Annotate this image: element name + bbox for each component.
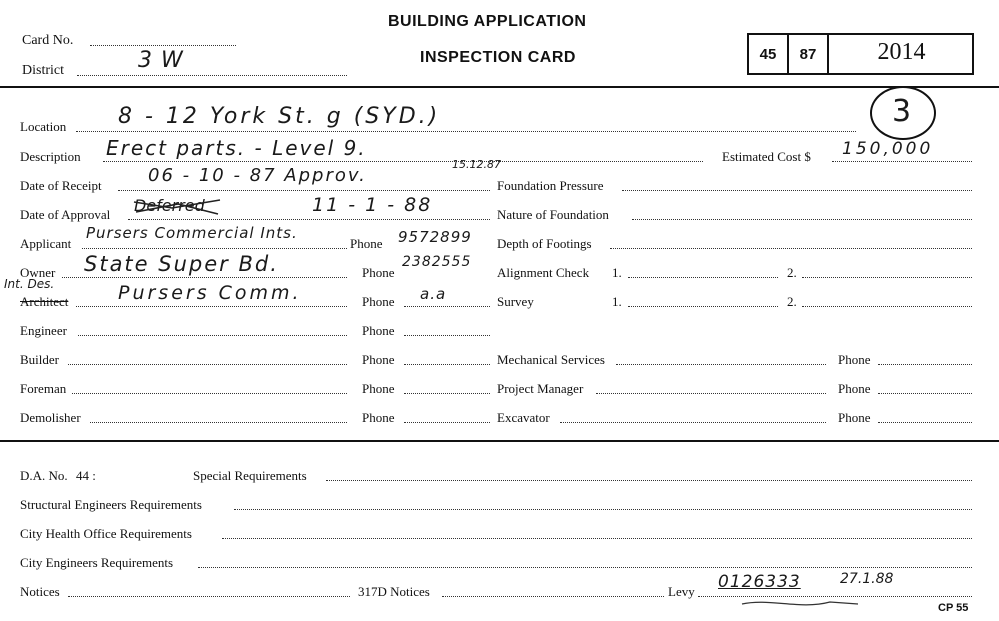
applicant-phone-value: 9572899 [398,228,472,246]
survey-2: 2. [787,294,797,309]
builder-line [68,364,347,365]
district-value: 3 W [138,48,184,73]
project-manager-phone-label: Phone [838,381,871,396]
foreman-line [72,393,347,394]
notices-317d-line [442,596,664,597]
card-no-line [90,45,236,46]
owner-phone-value: 2382555 [402,254,472,270]
architect-label: Architect [20,294,69,309]
demolisher-line [90,422,347,423]
mechanical-phone-label: Phone [838,352,871,367]
depth-of-footings-label: Depth of Footings [497,236,592,251]
alignment-check-2: 2. [787,265,797,280]
demolisher-phone-label: Phone [362,410,395,425]
date-of-receipt-value: 06 - 10 - 87 Approv. [148,165,367,186]
section-divider [0,440,999,442]
builder-phone-line [404,364,490,365]
owner-line [62,277,347,278]
date-of-receipt-line [118,190,490,191]
card-no-label: Card No. [22,33,74,48]
project-manager-line [596,393,826,394]
builder-label: Builder [20,352,59,367]
applicant-label: Applicant [20,236,72,251]
date-of-approval-label: Date of Approval [20,207,111,222]
survey-label: Survey [497,294,534,309]
engineer-phone-label: Phone [362,323,395,338]
approval-note: 15.12.87 [452,158,501,171]
reference-number-box [747,33,974,75]
excavator-phone-label: Phone [838,410,871,425]
levy-date: 27.1.88 [840,571,894,587]
depth-of-footings-line [610,248,972,249]
da-no-value: 44 : [76,468,96,483]
foundation-pressure-label: Foundation Pressure [497,178,604,193]
foreman-label: Foreman [20,381,67,396]
architect-phone-line [404,306,490,307]
city-health-requirements-line [222,538,972,539]
architect-replacement: Int. Des. [4,277,55,291]
applicant-line [82,248,347,249]
levy-value: 0126333 [718,572,801,592]
location-value: 8 - 12 York St. g (SYD.) [118,104,441,129]
builder-phone-label: Phone [362,352,395,367]
architect-phone-value: a.a [420,285,447,303]
engineer-label: Engineer [20,323,67,338]
levy-label: Levy [668,584,695,599]
city-health-requirements-label: City Health Office Requirements [20,526,192,541]
owner-label: Owner [20,265,56,280]
architect-phone-label: Phone [362,294,395,309]
engineer-line [78,335,347,336]
notices-label: Notices [20,584,60,599]
owner-value: State Super Bd. [84,252,279,276]
circled-number [870,86,936,140]
demolisher-label: Demolisher [20,410,81,425]
foundation-pressure-line [622,190,972,191]
estimated-cost-label: Estimated Cost $ [722,149,811,164]
district-label: District [22,63,64,78]
form-title-line1: BUILDING APPLICATION [388,13,587,30]
description-label: Description [20,149,81,164]
description-value: Erect parts. - Level 9. [106,136,367,160]
levy-scribble [740,596,860,610]
date-of-receipt-label: Date of Receipt [20,178,102,193]
foreman-phone-line [404,393,490,394]
ref-box-number: 2014 [877,39,926,65]
date-of-approval-struck: Deferred [134,196,205,215]
foreman-phone-label: Phone [362,381,395,396]
city-engineers-requirements-label: City Engineers Requirements [20,555,174,570]
project-manager-phone-line [878,393,972,394]
header-divider [0,86,999,88]
alignment-check-label: Alignment Check [497,265,590,280]
applicant-phone-label: Phone [350,236,383,251]
estimated-cost-value: 150,000 [842,139,934,159]
project-manager-label: Project Manager [497,381,584,396]
alignment-check-line-2 [802,277,972,278]
district-line [77,75,347,76]
mechanical-services-line [616,364,826,365]
survey-line-1 [628,306,778,307]
location-line [76,131,856,132]
structural-requirements-label: Structural Engineers Requirements [20,497,202,512]
engineer-phone-line [404,335,490,336]
excavator-label: Excavator [497,410,550,425]
location-label: Location [20,119,67,134]
da-no-label: D.A. No. [20,468,68,483]
description-line [103,161,703,162]
mechanical-services-label: Mechanical Services [497,352,605,367]
strikeout-scribble [132,196,222,218]
strikeout-scribble-icon [132,196,222,218]
survey-line-2 [802,306,972,307]
levy-scribble-icon [740,596,860,610]
mechanical-phone-line [878,364,972,365]
special-requirements-line [326,480,972,481]
alignment-check-1: 1. [612,265,622,280]
ref-box-b: 87 [789,35,829,73]
excavator-line [560,422,826,423]
estimated-cost-line [832,161,972,162]
excavator-phone-line [878,422,972,423]
structural-requirements-line [234,509,972,510]
owner-phone-label: Phone [362,265,395,280]
alignment-check-line-1 [628,277,778,278]
form-code: CP 55 [938,602,969,614]
survey-1: 1. [612,294,622,309]
nature-of-foundation-line [632,219,972,220]
nature-of-foundation-label: Nature of Foundation [497,207,609,222]
notices-317d-label: 317D Notices [358,584,430,599]
applicant-value: Pursers Commercial Ints. [86,224,298,242]
special-requirements-label: Special Requirements [193,468,307,483]
date-of-approval-value: 11 - 1 - 88 [312,194,433,216]
form-title-line2: INSPECTION CARD [420,49,576,66]
demolisher-phone-line [404,422,490,423]
circled-number-text: 3 [892,94,913,129]
architect-line [76,306,347,307]
architect-value: Pursers Comm. [118,282,302,304]
city-engineers-requirements-line [198,567,972,568]
notices-line [68,596,350,597]
ref-box-a: 45 [749,35,789,73]
date-of-approval-line [128,219,490,220]
